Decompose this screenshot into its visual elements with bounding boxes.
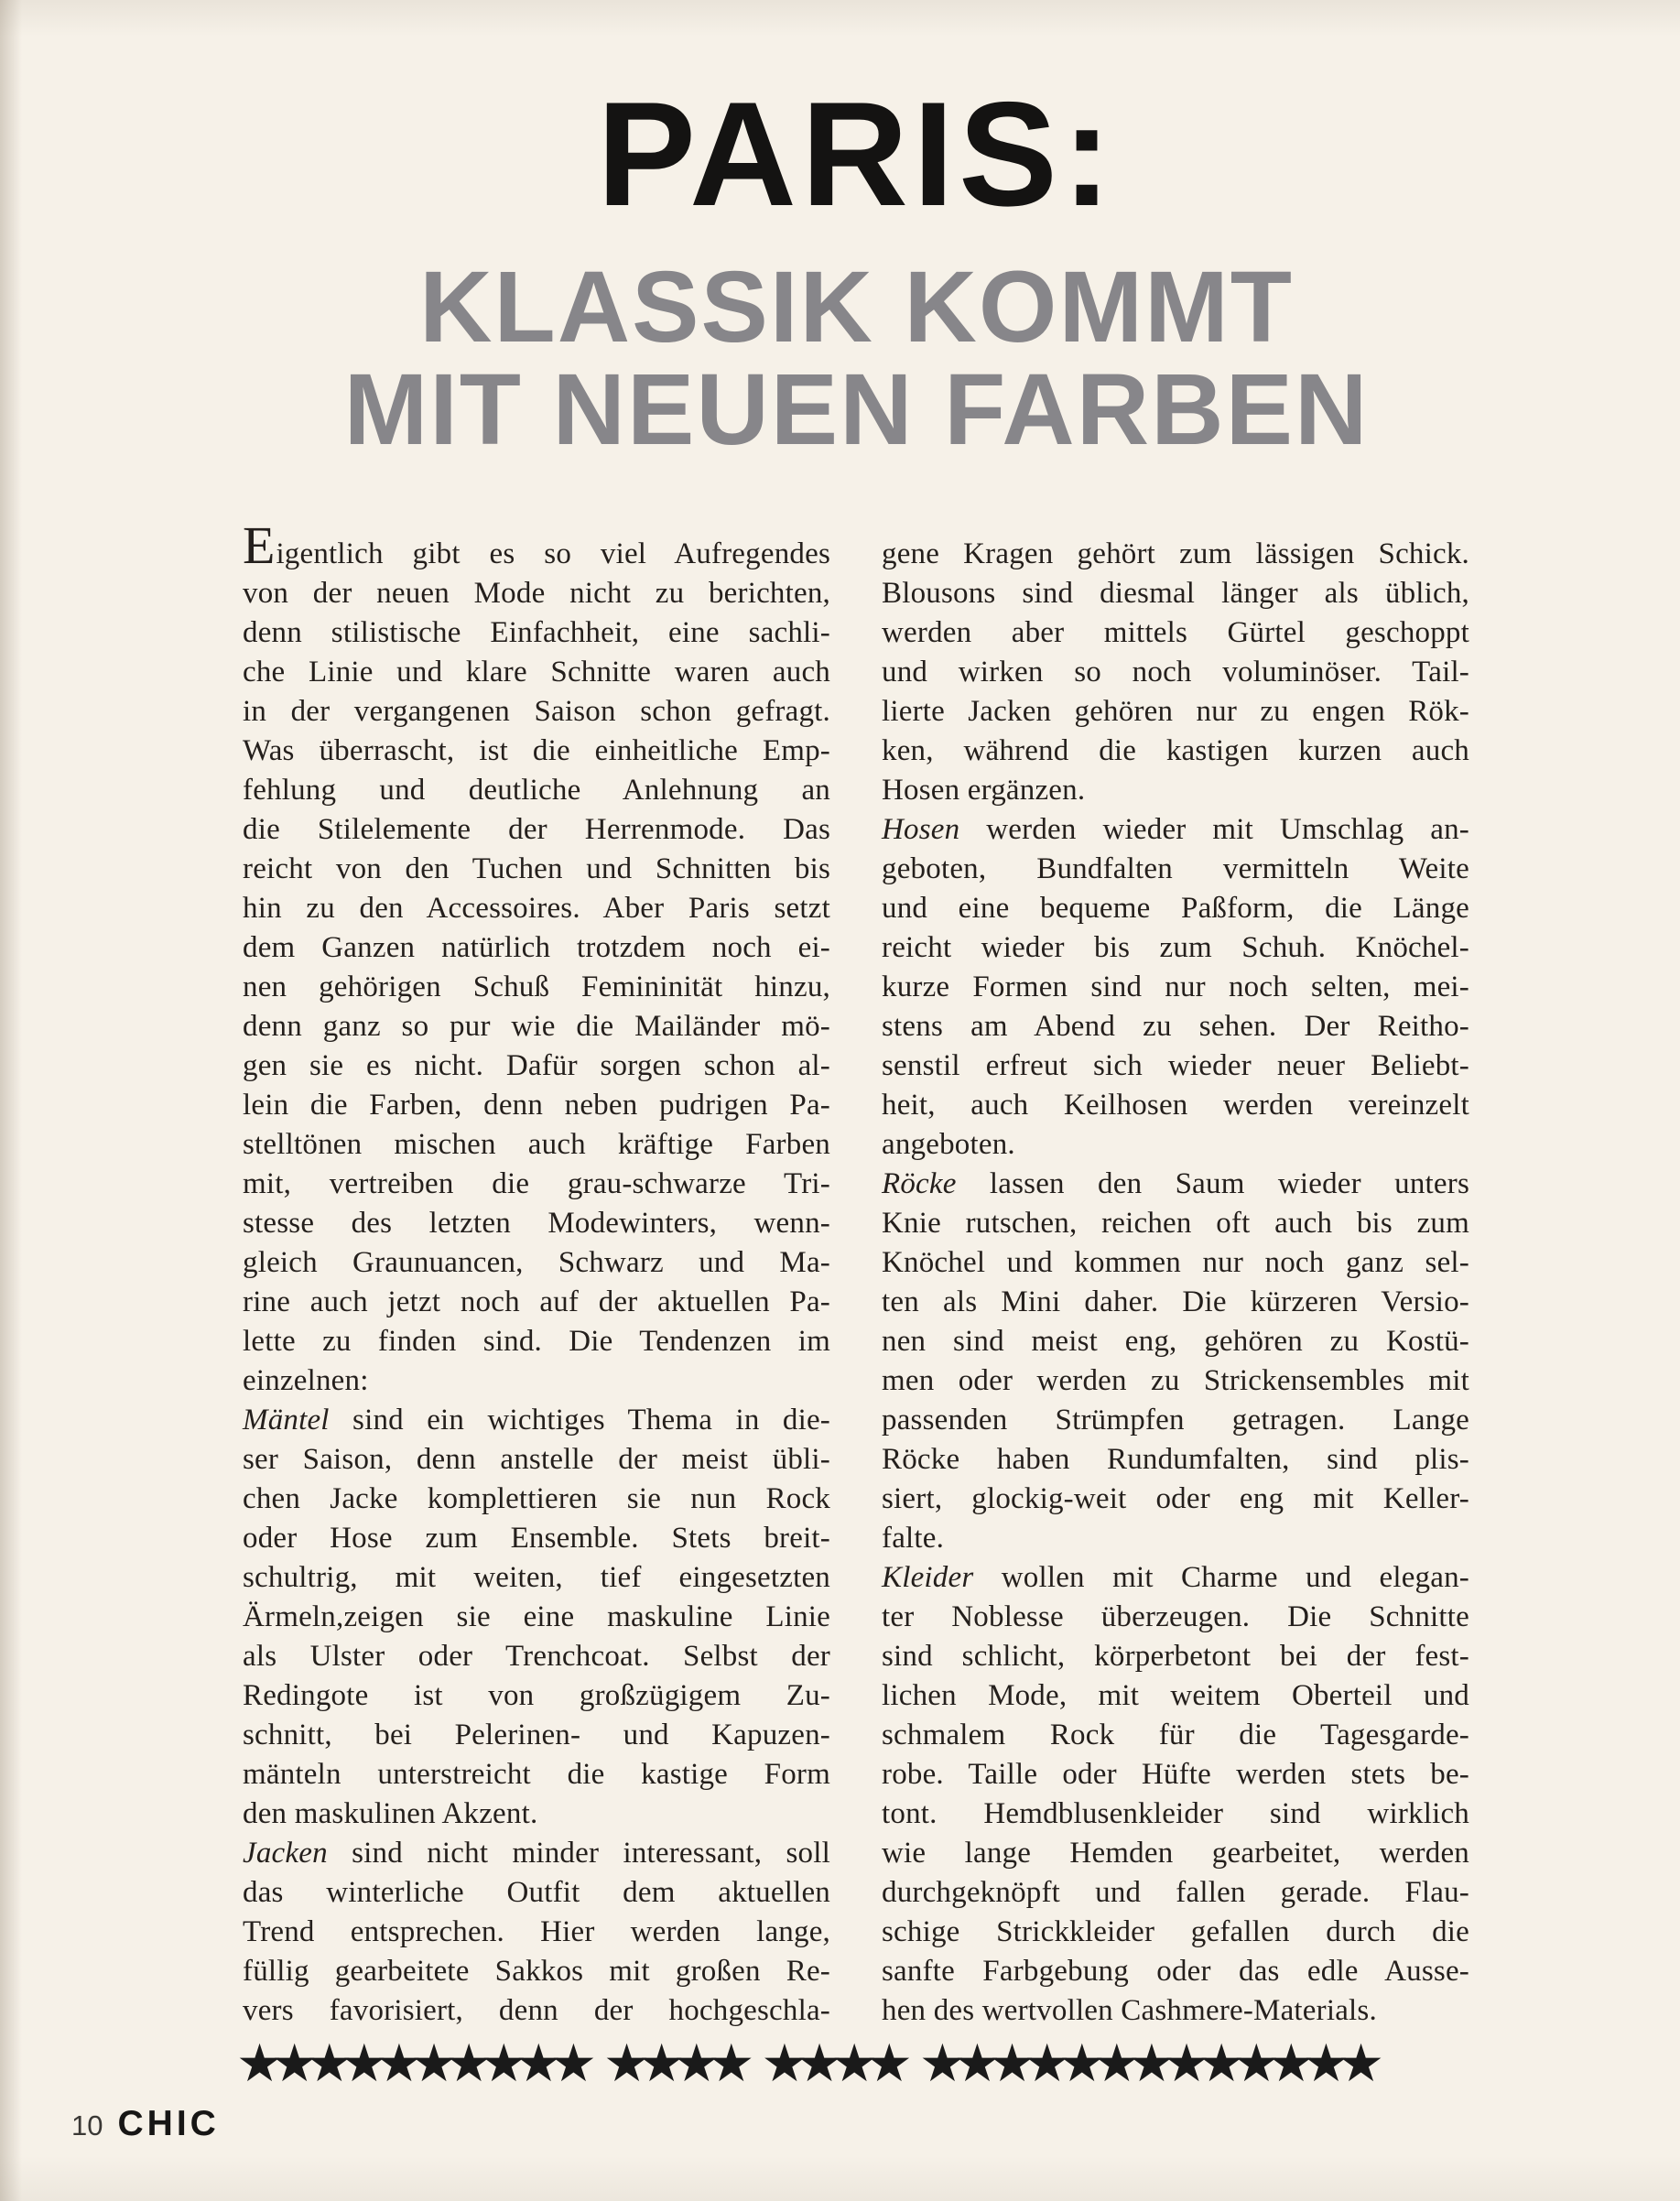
text-line: füllig gearbeitete Sakkos mit großen Re- — [243, 1955, 830, 1988]
text-line: men oder werden zu Strickensembles mit — [882, 1364, 1469, 1397]
text-line: ken, während die kastigen kurzen auch — [882, 734, 1469, 767]
text-line: nen sind meist eng, gehören zu Kostü- — [882, 1325, 1469, 1358]
text-line: hen des wertvollen Cashmere-Materials. — [882, 1994, 1377, 2027]
text-line: tont. Hemdblusenkleider sind wirklich — [882, 1797, 1469, 1830]
text-line: chen Jacke komplettieren sie nun Rock — [243, 1482, 830, 1515]
text-line: hin zu den Accessoires. Aber Paris setzt — [243, 892, 830, 925]
text-line: angeboten. — [882, 1128, 1015, 1161]
text-line: denn ganz so pur wie die Mailänder mö- — [243, 1010, 830, 1043]
text-line: Trend entsprechen. Hier werden lange, — [243, 1915, 830, 1948]
page-title: PARIS: — [596, 71, 1117, 237]
text-line: den maskulinen Akzent. — [243, 1797, 538, 1830]
text-line: senstil erfreut sich wieder neuer Beliebt- — [882, 1049, 1469, 1082]
keyword-italic: Röcke — [882, 1167, 957, 1200]
article-body — [243, 515, 1469, 2031]
text-line: ser Saison, denn anstelle der meist übli- — [243, 1443, 830, 1476]
text-line: Redingote ist von großzügigem Zu- — [243, 1679, 830, 1712]
text-line: in der vergangenen Saison schon gefragt. — [243, 695, 830, 728]
text-line: Röcke lassen den Saum wieder unters — [882, 1167, 1469, 1200]
text-line: sind schlicht, körperbetont bei der fest- — [882, 1640, 1469, 1673]
initial-capital: E — [243, 515, 276, 575]
keyword-italic: Hosen — [882, 813, 960, 846]
text-line: ter Noblesse überzeugen. Die Schnitte — [882, 1600, 1469, 1633]
text-line: sanfte Farbgebung oder das edle Ausse- — [882, 1955, 1469, 1988]
keyword-italic: Mäntel — [243, 1404, 330, 1437]
text-line: wie lange Hemden gearbeitet, werden — [882, 1837, 1469, 1870]
subtitle-line-2: MIT NEUEN FARBEN — [343, 353, 1370, 466]
text-line: kurze Formen sind nur noch selten, mei- — [882, 970, 1469, 1003]
text-line: siert, glockig-weit oder eng mit Keller- — [882, 1482, 1469, 1515]
keyword-italic: Jacken — [243, 1837, 328, 1870]
text-line: das winterliche Outfit dem aktuellen — [243, 1876, 830, 1909]
article-column-right — [882, 535, 1469, 2031]
page-number: 10 — [71, 2109, 103, 2141]
star-icon-group: ★★★★★★★★★★ — [236, 2033, 585, 2094]
text-line: Röcke haben Rundumfalten, sind plis- — [882, 1443, 1469, 1476]
text-line: als Ulster oder Trenchcoat. Selbst der — [243, 1640, 830, 1673]
text-line: lierte Jacken gehören nur zu engen Rök- — [882, 695, 1469, 728]
text-line: schige Strickkleider gefallen durch die — [882, 1915, 1469, 1948]
star-icon-group: ★★★★★★★★★★★★★ — [918, 2033, 1373, 2094]
text-line: heit, auch Keilhosen werden vereinzelt — [882, 1089, 1469, 1122]
text-line: gen sie es nicht. Dafür sorgen schon al- — [243, 1049, 830, 1082]
text-line: Hosen ergänzen. — [882, 774, 1086, 807]
article-column-left — [243, 515, 830, 2031]
text-line: falte. — [882, 1522, 945, 1555]
text-line: gene Kragen gehört zum lässigen Schick. — [882, 537, 1469, 570]
text-line: nen gehörigen Schuß Femininität hinzu, — [243, 970, 830, 1003]
text-line: und eine bequeme Paßform, die Länge — [882, 892, 1469, 925]
text-line: mit, vertreiben die grau-schwarze Tri- — [243, 1167, 830, 1200]
text-line: lichen Mode, mit weitem Oberteil und — [882, 1679, 1469, 1712]
text-line: stens am Abend zu sehen. Der Reitho- — [882, 1010, 1469, 1043]
text-line: rine auch jetzt noch auf der aktuellen Pa- — [243, 1285, 830, 1318]
star-icon-group: ★★★★ — [761, 2033, 901, 2094]
text-line: vers favorisiert, denn der hochgeschla- — [243, 1994, 830, 2027]
text-line: mänteln unterstreicht die kastige Form — [243, 1758, 830, 1791]
text-line: die Stilelemente der Herrenmode. Das — [243, 813, 830, 846]
text-line: Hosen werden wieder mit Umschlag an- — [882, 813, 1469, 846]
text-line: Knie rutschen, reichen oft auch bis zum — [882, 1207, 1469, 1240]
text-line: Ärmeln,zeigen sie eine maskuline Linie — [243, 1600, 830, 1633]
text-line: Kleider wollen mit Charme und elegan- — [882, 1561, 1469, 1594]
text-line: Mäntel sind ein wichtiges Thema in die- — [243, 1404, 830, 1437]
text-line: schmalem Rock für die Tagesgarde- — [882, 1719, 1469, 1751]
text-line: gleich Graunuancen, Schwarz und Ma- — [243, 1246, 830, 1279]
text-line: geboten, Bundfalten vermitteln Weite — [882, 852, 1469, 885]
text-line: lein die Farben, denn neben pudrigen Pa- — [243, 1089, 830, 1122]
text-line: stesse des letzten Modewinters, wenn- — [243, 1207, 830, 1240]
text-line: denn stilistische Einfachheit, eine sachli- — [243, 616, 830, 649]
text-line: von der neuen Mode nicht zu berichten, — [243, 577, 830, 610]
text-line: passenden Strümpfen getragen. Lange — [882, 1404, 1469, 1437]
text-line: einzelnen: — [243, 1364, 369, 1397]
subtitle-line-1: KLASSIK KOMMT — [419, 251, 1294, 363]
text-line: Eigentlich gibt es so viel Aufregendes — [243, 515, 830, 575]
text-line: dem Ganzen natürlich trotzdem noch ei- — [243, 931, 830, 964]
article-subtitle — [33, 251, 1680, 466]
text-line: ten als Mini daher. Die kürzeren Versio- — [882, 1285, 1469, 1318]
text-line: lette zu finden sind. Die Tendenzen im — [243, 1325, 830, 1358]
text-line: reicht von den Tuchen und Schnitten bis — [243, 852, 830, 885]
text-line: stelltönen mischen auch kräftige Farben — [243, 1128, 830, 1161]
text-line: schnitt, bei Pelerinen- und Kapuzen- — [243, 1719, 830, 1751]
text-line: fehlung und deutliche Anlehnung an — [243, 774, 830, 807]
text-line: Was überrascht, ist die einheitliche Emp- — [243, 734, 830, 767]
keyword-italic: Kleider — [882, 1561, 974, 1594]
star-divider-row — [236, 2033, 1481, 2094]
text-line: che Linie und klare Schnitte waren auch — [243, 656, 830, 688]
text-line: durchgeknöpft und fallen gerade. Flau- — [882, 1876, 1469, 1909]
page-footer — [71, 2104, 220, 2144]
star-icon-group: ★★★★ — [603, 2033, 743, 2094]
article-header — [0, 71, 1680, 466]
text-line: reicht wieder bis zum Schuh. Knöchel- — [882, 931, 1469, 964]
text-line: schultrig, mit weiten, tief eingesetzten — [243, 1561, 830, 1594]
text-line: Blousons sind diesmal länger als üblich, — [882, 577, 1469, 610]
text-line: Knöchel und kommen nur noch ganz sel- — [882, 1246, 1469, 1279]
text-line: robe. Taille oder Hüfte werden stets be- — [882, 1758, 1469, 1791]
text-line: oder Hose zum Ensemble. Stets breit- — [243, 1522, 830, 1555]
text-line: und wirken so noch voluminöser. Tail- — [882, 656, 1469, 688]
text-line: werden aber mittels Gürtel geschoppt — [882, 616, 1469, 649]
text-line: Jacken sind nicht minder interessant, soll — [243, 1837, 830, 1870]
magazine-logo: CHIC — [117, 2104, 220, 2143]
